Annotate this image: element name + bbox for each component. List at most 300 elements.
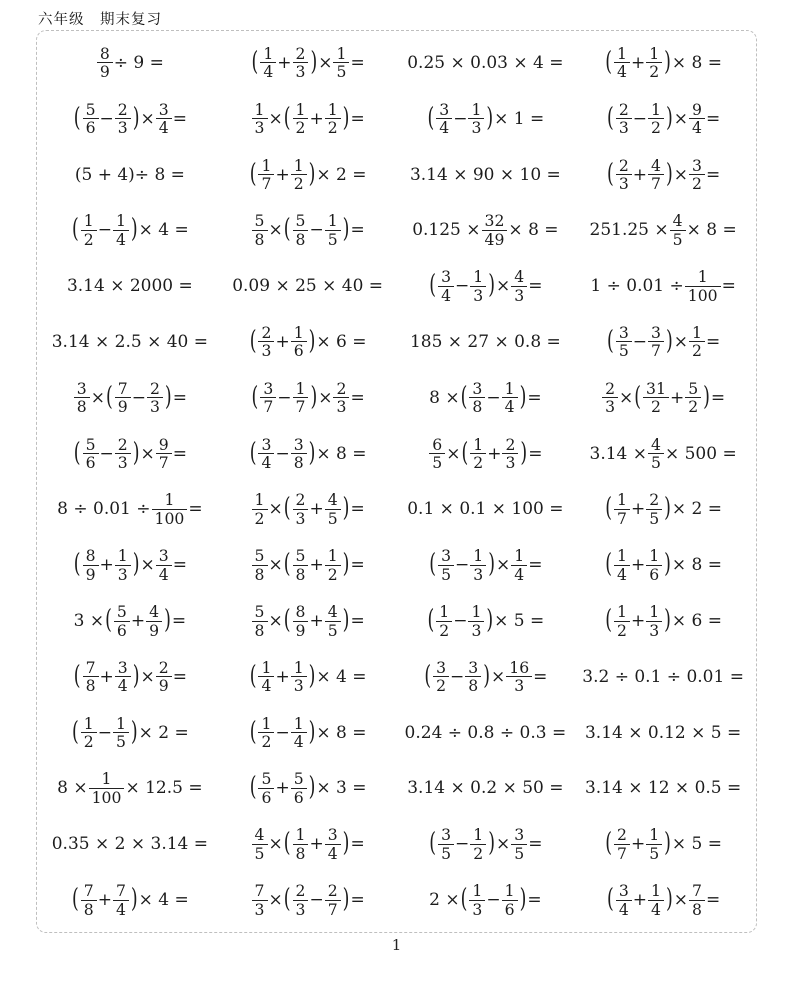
math-text: 0.09 × 25 × 40 = [232, 276, 384, 297]
math-text: = [527, 387, 542, 408]
denominator: 6 [114, 621, 130, 640]
numerator: 1 [649, 825, 660, 845]
fraction [614, 491, 630, 527]
fraction [293, 101, 309, 137]
fraction [252, 882, 268, 918]
math-text: ÷ 8 = [134, 164, 185, 185]
denominator: 5 [325, 621, 341, 640]
paren: ( [251, 47, 259, 78]
denominator: 9 [115, 397, 131, 416]
fraction [291, 770, 307, 806]
paren: ( [71, 884, 79, 915]
paren: ( [427, 605, 435, 636]
numerator: 2 [295, 43, 306, 63]
problem [397, 537, 575, 593]
problem [397, 314, 575, 370]
problem-grid [41, 35, 752, 928]
problem [397, 705, 575, 761]
numerator: 2 [117, 434, 128, 454]
math-text: − [99, 108, 114, 129]
problem [41, 761, 219, 817]
denominator: 3 [293, 900, 309, 919]
denominator: 5 [252, 844, 268, 863]
problem [397, 370, 575, 426]
paren: ) [130, 214, 138, 245]
problem [219, 593, 397, 649]
problem [41, 35, 219, 91]
numerator: 8 [295, 602, 306, 622]
problem [219, 426, 397, 482]
paren: ) [342, 103, 350, 134]
denominator: 4 [113, 230, 129, 249]
numerator: 1 [293, 713, 304, 733]
math-text: + [309, 834, 324, 855]
fraction [685, 268, 721, 304]
fraction [436, 603, 452, 639]
denominator: 3 [252, 118, 268, 137]
fraction [146, 603, 162, 639]
problem [41, 705, 219, 761]
math-text: 0.35 × 2 × 3.14 = [51, 834, 209, 855]
denominator: 8 [465, 676, 481, 695]
denominator: 5 [616, 341, 632, 360]
fraction [325, 547, 341, 583]
paren: ( [427, 103, 435, 134]
denominator: 100 [152, 509, 188, 528]
paren: ) [310, 47, 318, 78]
fraction [81, 882, 97, 918]
problem [397, 258, 575, 314]
denominator: 7 [648, 174, 664, 193]
math-text: 3.14 × 0.2 × 50 = [407, 778, 564, 799]
paren: ) [703, 382, 710, 413]
fraction [293, 547, 309, 583]
denominator: 5 [113, 732, 129, 751]
math-text: × [140, 666, 155, 687]
math-text: = [188, 499, 203, 520]
denominator: 2 [258, 732, 274, 751]
math-text: = [350, 387, 365, 408]
problem [219, 482, 397, 538]
problem [219, 537, 397, 593]
math-text: + [275, 331, 290, 352]
paren: ) [665, 159, 673, 190]
problem [574, 761, 752, 817]
fraction [258, 659, 274, 695]
math-text: − [450, 666, 465, 687]
fraction [436, 101, 452, 137]
numerator: 3 [441, 267, 452, 287]
numerator: 7 [117, 378, 128, 398]
paren: ) [488, 549, 495, 580]
math-text: = [705, 890, 721, 911]
math-text: − [455, 276, 470, 297]
fraction [670, 212, 686, 248]
math-text: × 8 = [686, 220, 737, 241]
paren: ( [460, 382, 468, 413]
fraction [115, 101, 131, 137]
problem [397, 761, 575, 817]
denominator: 3 [293, 62, 309, 81]
numerator: 1 [327, 211, 338, 231]
denominator: 4 [689, 118, 705, 137]
fraction [291, 715, 307, 751]
numerator: 5 [254, 546, 265, 566]
denominator: 6 [291, 788, 307, 807]
numerator: 4 [327, 490, 338, 510]
problem [397, 202, 575, 258]
denominator: 7 [156, 453, 172, 472]
denominator: 3 [291, 676, 307, 695]
fraction [648, 157, 664, 193]
numerator: 1 [327, 99, 338, 119]
math-text: + [309, 611, 324, 632]
math-text: + [669, 387, 685, 408]
numerator: 2 [649, 490, 660, 510]
denominator: 8 [252, 565, 268, 584]
denominator: 4 [614, 565, 630, 584]
fraction [252, 101, 268, 137]
paren: ( [71, 717, 79, 748]
problem [574, 370, 752, 426]
fraction [689, 882, 705, 918]
paren: ( [283, 605, 291, 636]
fraction [113, 715, 129, 751]
math-text: = [350, 52, 365, 73]
fraction [115, 380, 131, 416]
fraction [438, 547, 454, 583]
paren: ) [665, 326, 673, 357]
problem [397, 816, 575, 872]
paren: ( [283, 828, 291, 859]
denominator: 5 [511, 844, 527, 863]
numerator: 1 [649, 602, 660, 622]
paren: ) [519, 884, 527, 915]
math-text: = [172, 555, 187, 576]
denominator: 5 [438, 844, 454, 863]
math-text: = [528, 834, 543, 855]
denominator: 3 [115, 453, 131, 472]
numerator: 3 [158, 99, 169, 119]
numerator: 1 [254, 99, 265, 119]
math-text: × [268, 108, 283, 129]
numerator: 1 [473, 267, 484, 287]
denominator: 7 [648, 341, 664, 360]
numerator: 4 [651, 155, 661, 175]
problem [41, 593, 219, 649]
paren: ) [308, 159, 316, 190]
numerator: 16 [509, 657, 530, 677]
denominator: 2 [470, 844, 486, 863]
denominator: 6 [258, 788, 274, 807]
denominator: 2 [685, 397, 701, 416]
problem [397, 147, 575, 203]
paren: ) [486, 103, 494, 134]
numerator: 3 [261, 434, 272, 454]
fraction [258, 715, 274, 751]
math-text: × 500 = [664, 443, 737, 464]
denominator: 8 [469, 397, 485, 416]
numerator: 5 [254, 602, 265, 622]
math-text: × 4 = [138, 890, 189, 911]
paren: ) [486, 605, 494, 636]
math-text: − [97, 722, 112, 743]
paren: ) [665, 103, 673, 134]
math-text: + [630, 52, 646, 73]
numerator: 1 [649, 43, 660, 63]
numerator: 8 [99, 43, 110, 63]
math-text: 0.24 ÷ 0.8 ÷ 0.3 = [404, 722, 567, 743]
denominator: 2 [689, 341, 705, 360]
denominator: 8 [252, 621, 268, 640]
math-text: = [721, 276, 736, 297]
math-text: − [455, 555, 470, 576]
paren: ( [249, 159, 257, 190]
math-text: = [705, 164, 721, 185]
math-text: × [491, 666, 506, 687]
fraction [502, 380, 518, 416]
paren: ) [130, 884, 138, 915]
numerator: 7 [691, 881, 702, 901]
numerator: 3 [76, 378, 87, 398]
math-text: × [673, 331, 688, 352]
fraction [648, 324, 664, 360]
numerator: 1 [117, 546, 128, 566]
math-text: + [97, 890, 112, 911]
math-text: + [630, 499, 646, 520]
math-text: + [309, 499, 324, 520]
problem [397, 91, 575, 147]
denominator: 2 [470, 453, 486, 472]
denominator: 8 [81, 900, 97, 919]
fraction [468, 101, 484, 137]
paren: ( [429, 828, 437, 859]
denominator: 4 [156, 565, 172, 584]
numerator: 2 [295, 881, 306, 901]
denominator: 6 [646, 565, 662, 584]
fraction [616, 324, 632, 360]
fraction [258, 436, 274, 472]
fraction [511, 547, 527, 583]
math-text: 2 × [429, 890, 460, 911]
paren: ) [488, 828, 495, 859]
paren: ( [607, 159, 614, 190]
numerator: 1 [504, 881, 515, 901]
math-text: + [275, 164, 290, 185]
fraction [469, 882, 485, 918]
paren: ( [605, 828, 612, 859]
problem [219, 258, 397, 314]
fraction [646, 45, 662, 81]
fraction [97, 45, 113, 81]
math-text: × 8 = [671, 52, 723, 73]
paren: ( [73, 549, 81, 580]
problem [574, 426, 752, 482]
problem [219, 147, 397, 203]
math-text: × [446, 443, 461, 464]
numerator: 4 [149, 602, 160, 622]
math-text: = [528, 555, 543, 576]
paren: ( [105, 605, 112, 636]
fraction [252, 547, 268, 583]
numerator: 5 [293, 769, 304, 789]
math-text: + [130, 611, 146, 632]
denominator: 6 [291, 341, 307, 360]
paren: ( [607, 326, 614, 357]
fraction [470, 826, 486, 862]
page-number: 1 [391, 936, 402, 954]
numerator: 2 [327, 881, 338, 901]
math-text: = [350, 108, 365, 129]
math-text: × 4 = [316, 666, 367, 687]
paren: ) [308, 326, 316, 357]
math-text: ) [128, 164, 135, 185]
math-text: 3.14 × 2000 = [66, 276, 193, 297]
denominator: 4 [511, 565, 527, 584]
paren: ) [519, 382, 527, 413]
numerator: 5 [85, 434, 96, 454]
problem [574, 537, 752, 593]
numerator: 3 [691, 155, 702, 175]
denominator: 5 [325, 509, 341, 528]
math-text: = [528, 443, 543, 464]
denominator: 4 [614, 62, 630, 81]
paren: ( [607, 103, 614, 134]
numerator: 1 [261, 155, 272, 175]
problem [219, 91, 397, 147]
problem [41, 147, 219, 203]
denominator: 2 [614, 621, 630, 640]
fraction [293, 603, 309, 639]
fraction [293, 491, 309, 527]
denominator: 4 [258, 453, 274, 472]
paren: ) [342, 828, 350, 859]
numerator: 5 [116, 602, 127, 622]
numerator: 1 [616, 602, 627, 622]
math-text: × [318, 387, 333, 408]
denominator: 3 [511, 286, 527, 305]
fraction [252, 603, 268, 639]
math-text: − [632, 331, 648, 352]
math-text: × 6 = [316, 331, 367, 352]
fraction [113, 212, 129, 248]
denominator: 8 [689, 900, 705, 919]
denominator: 8 [83, 676, 99, 695]
numerator: 1 [254, 490, 265, 510]
paren: ) [308, 661, 316, 692]
fraction [258, 157, 274, 193]
problem [219, 314, 397, 370]
math-text: + [309, 555, 324, 576]
paren: ( [73, 438, 81, 469]
problem [397, 426, 575, 482]
math-text: = [172, 387, 187, 408]
math-text: 0.125 × [412, 220, 481, 241]
paren: ( [429, 549, 437, 580]
denominator: 2 [325, 118, 341, 137]
denominator: 5 [325, 230, 341, 249]
denominator: 3 [147, 397, 163, 416]
numerator: 6 [432, 434, 443, 454]
fraction [293, 45, 309, 81]
numerator: 5 [85, 99, 96, 119]
paren: ( [283, 214, 291, 245]
numerator: 3 [327, 825, 338, 845]
fraction [602, 380, 618, 416]
math-text: = [527, 890, 542, 911]
fraction [429, 436, 445, 472]
problem [574, 91, 752, 147]
fraction [438, 268, 454, 304]
fraction [291, 659, 307, 695]
denominator: 5 [648, 453, 664, 472]
fraction [156, 547, 172, 583]
numerator: 3 [441, 825, 452, 845]
math-text: − [277, 387, 292, 408]
numerator: 8 [85, 546, 96, 566]
numerator: 31 [646, 378, 666, 398]
paren: ( [73, 103, 81, 134]
fraction [689, 324, 705, 360]
math-text: + [99, 555, 114, 576]
problem [397, 593, 575, 649]
math-text: = [172, 443, 187, 464]
math-text: 185 × 27 × 0.8 = [409, 331, 561, 352]
fraction [83, 101, 99, 137]
denominator: 3 [468, 118, 484, 137]
paren: ) [664, 605, 671, 636]
problem [219, 35, 397, 91]
problem [41, 482, 219, 538]
numerator: 9 [691, 99, 702, 119]
denominator: 4 [436, 118, 452, 137]
paren: ) [342, 549, 350, 580]
problem [219, 370, 397, 426]
problem [219, 202, 397, 258]
denominator: 4 [325, 844, 341, 863]
denominator: 4 [156, 118, 172, 137]
paren: ) [342, 884, 350, 915]
denominator: 2 [436, 621, 452, 640]
math-text: − [453, 108, 468, 129]
paren: ( [605, 47, 612, 78]
fraction [470, 547, 486, 583]
math-text: − [309, 220, 324, 241]
paren: ( [429, 270, 437, 301]
numerator: 1 [115, 211, 126, 231]
numerator: 7 [85, 657, 96, 677]
problem [41, 537, 219, 593]
paren: ) [664, 549, 671, 580]
denominator: 3 [506, 676, 532, 695]
fraction [502, 436, 518, 472]
denominator: 4 [648, 900, 664, 919]
numerator: 1 [473, 434, 484, 454]
numerator: 3 [263, 378, 274, 398]
math-text: × [268, 834, 283, 855]
denominator: 3 [616, 118, 632, 137]
denominator: 2 [252, 509, 268, 528]
paren: ) [342, 605, 350, 636]
denominator: 3 [646, 621, 662, 640]
math-text: × [495, 555, 511, 576]
math-text: 8 × [429, 387, 460, 408]
problem [41, 314, 219, 370]
denominator: 5 [646, 509, 662, 528]
math-text: 3.14 × 2.5 × 40 = [51, 331, 209, 352]
fraction [685, 380, 701, 416]
denominator: 8 [291, 453, 307, 472]
